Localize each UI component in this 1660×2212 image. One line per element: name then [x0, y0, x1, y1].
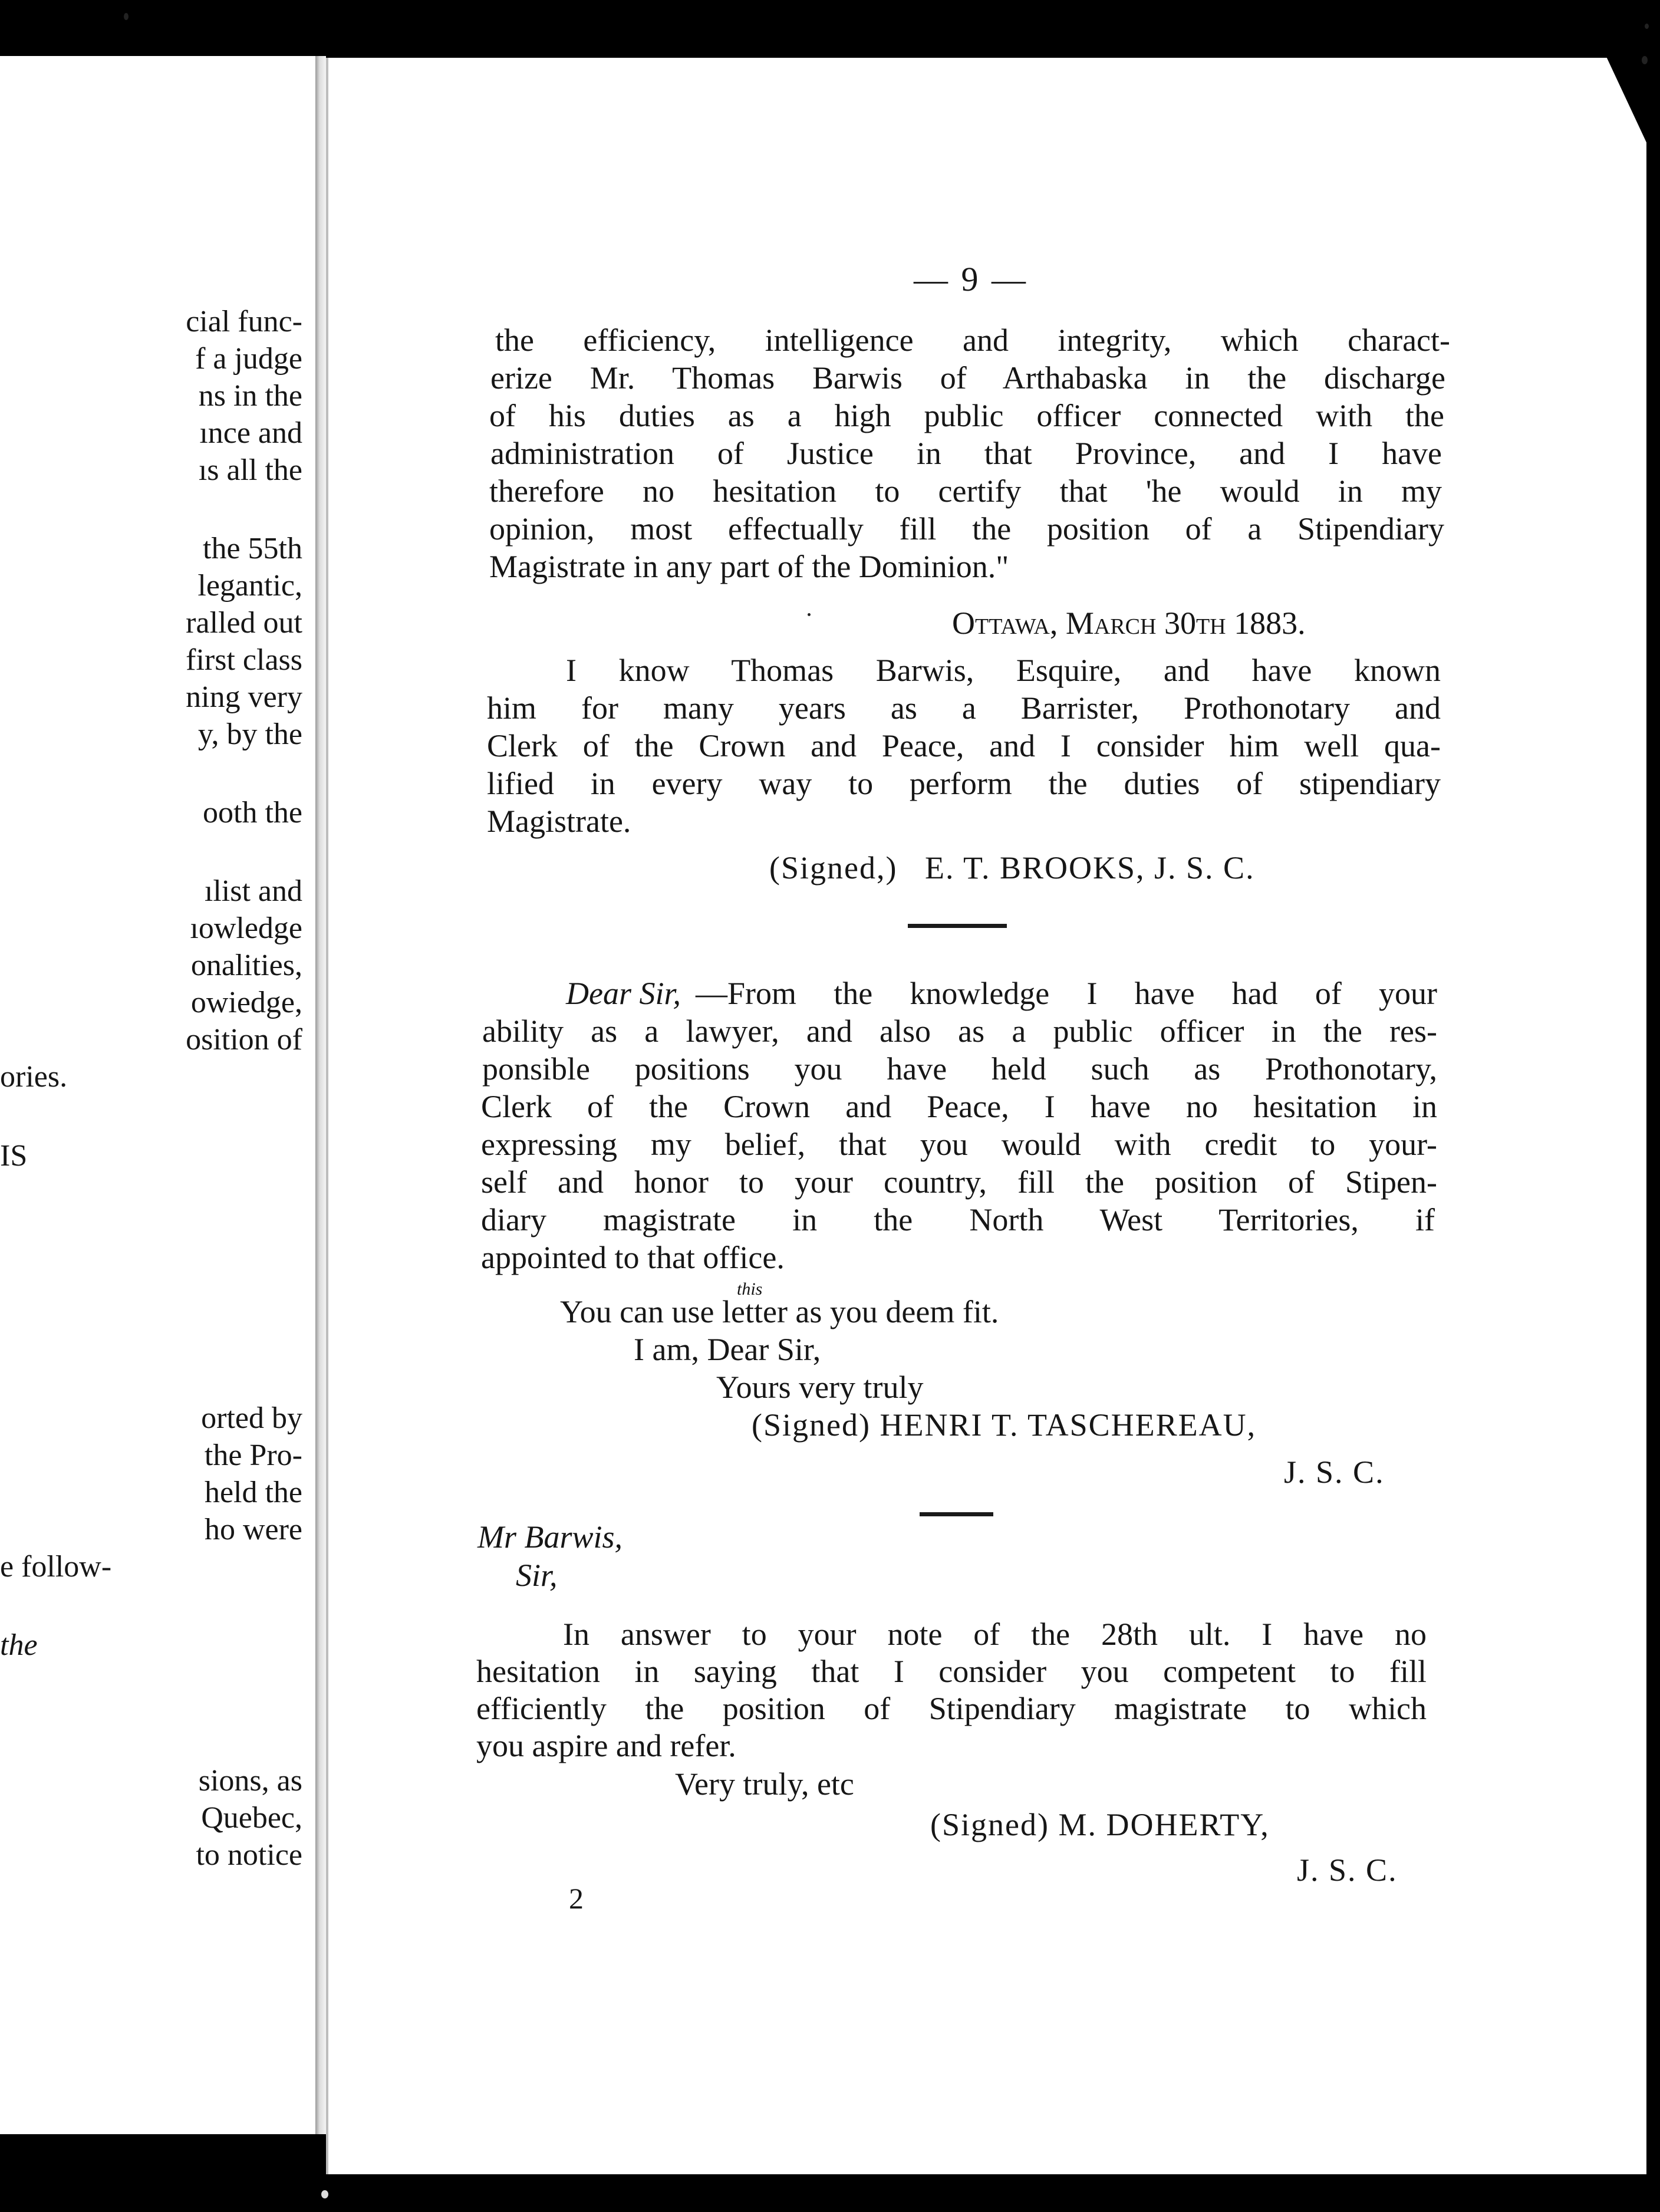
left-fragment: Quebec,: [201, 1801, 302, 1835]
signature-mark: 2: [569, 1882, 584, 1915]
letter2-line: him for many years as a Barrister, Prothonotary and: [487, 690, 1441, 726]
left-fragment: ınce and: [199, 416, 302, 450]
letter3-line: Clerk of the Crown and Peace, I have no hesitation in: [481, 1089, 1437, 1124]
scan-speck: [808, 613, 811, 616]
left-fragment: the: [0, 1628, 38, 1662]
scan-speck: [321, 2190, 328, 2198]
letter2-line: lified in every way to perform the duties of stipendiary: [487, 766, 1441, 801]
letter3-line: ponsible positions you have held such as Prothonotary,: [482, 1051, 1437, 1087]
page-number: — 9 —: [914, 260, 1028, 298]
letter1-line: opinion, most effectually fill the position of a Stipendiary: [489, 511, 1444, 547]
taschereau-signature: (Signed) HENRI T. TASCHEREAU,: [752, 1407, 1257, 1443]
page-gutter: [315, 56, 326, 2134]
doherty-title: J. S. C.: [1297, 1852, 1398, 1888]
letter4-line: you aspire and refer.: [476, 1728, 736, 1763]
letter4-salutation: Sir,: [516, 1558, 558, 1593]
left-fragment: IS: [0, 1139, 28, 1173]
left-fragment: ıs all the: [198, 453, 302, 487]
left-fragment: ns in the: [198, 379, 302, 413]
scan-speck: [1642, 56, 1648, 64]
left-fragment: ho were: [204, 1513, 302, 1546]
left-fragment: cial func-: [186, 305, 302, 338]
letter3-use-line: You can use letter as you deem fit.: [560, 1294, 999, 1329]
letter3-line: diary magistrate in the North West Territories, if: [481, 1202, 1435, 1237]
page-edge: [326, 58, 328, 2174]
left-fragment: ning very: [186, 680, 302, 714]
left-fragment: onalities,: [190, 949, 302, 982]
left-fragment: y, by the: [197, 717, 302, 751]
left-fragment: legantic,: [197, 569, 302, 603]
letter3-line: appointed to that office.: [481, 1240, 785, 1275]
left-fragment: ılist and: [204, 874, 302, 908]
doherty-signature: (Signed) M. DOHERTY,: [930, 1807, 1270, 1842]
handwritten-insertion: this: [737, 1279, 763, 1299]
left-fragment: first class: [186, 643, 302, 677]
letter1-line: the efficiency, intelligence and integrity, which charact-: [495, 322, 1450, 358]
taschereau-title: J. S. C.: [1284, 1454, 1385, 1490]
left-fragment: held the: [204, 1476, 302, 1509]
letter4-addressee: Mr Barwis,: [477, 1519, 623, 1555]
left-fragment: the 55th: [203, 532, 302, 565]
left-fragment: ralled out: [186, 606, 302, 640]
brooks-signature: (Signed,) E. T. BROOKS, J. S. C.: [769, 850, 1255, 886]
letter3-line: —From the knowledge I have had of your: [696, 976, 1437, 1011]
letter4-closing: Very truly, etc: [675, 1766, 854, 1802]
letter3-line: ability as a lawyer, and also as a public officer in the res-: [482, 1013, 1437, 1049]
letter3-line: expressing my belief, that you would with credit to your-: [481, 1127, 1437, 1162]
letter1-line: therefore no hesitation to certify that 'he would in my: [489, 473, 1442, 509]
section-divider: [920, 1512, 993, 1516]
left-fragment: f a judge: [195, 342, 302, 376]
letter4-line: efficiently the position of Stipendiary magistrate to which: [476, 1691, 1427, 1726]
left-fragment: ories.: [0, 1060, 68, 1094]
scan-speck: [124, 13, 129, 20]
letter1-line: erize Mr. Thomas Barwis of Arthabaska in the discharge: [490, 360, 1445, 396]
dateline: Ottawa, March 30th 1883.: [952, 605, 1306, 641]
left-fragment: owiedge,: [190, 986, 302, 1019]
left-fragment: sions, as: [198, 1764, 302, 1798]
letter1-line: Magistrate in any part of the Dominion.": [489, 549, 1009, 584]
left-fragment: ıowledge: [190, 911, 302, 945]
letter1-line: of his duties as a high public officer connected with the: [489, 398, 1444, 433]
scan-speck: [1645, 24, 1649, 29]
left-fragment: osition of: [186, 1023, 302, 1056]
letter2-line: Magistrate.: [487, 804, 631, 839]
left-fragment: orted by: [201, 1401, 302, 1435]
letter2-line: I know Thomas Barwis, Esquire, and have known: [566, 653, 1441, 688]
left-fragment: to notice: [196, 1838, 302, 1872]
letter3-line: self and honor to your country, fill the position of Stipen-: [481, 1164, 1437, 1200]
letter3-closing: Yours very truly: [716, 1370, 924, 1405]
letter2-line: Clerk of the Crown and Peace, and I consider him well qua-: [487, 728, 1441, 763]
left-fragment: e follow-: [0, 1550, 112, 1584]
left-facing-page: [0, 56, 315, 2134]
letter4-line: In answer to your note of the 28th ult. I have no: [563, 1617, 1427, 1652]
letter3-salutation: Dear Sir,: [566, 976, 681, 1011]
left-fragment: the Pro-: [204, 1439, 302, 1472]
letter1-line: administration of Justice in that Province, and I have: [490, 436, 1442, 471]
letter4-line: hesitation in saying that I consider you competent to fill: [476, 1654, 1427, 1689]
letter3-closing: I am, Dear Sir,: [634, 1332, 821, 1367]
left-fragment: ooth the: [203, 796, 302, 830]
section-divider: [908, 924, 1007, 928]
